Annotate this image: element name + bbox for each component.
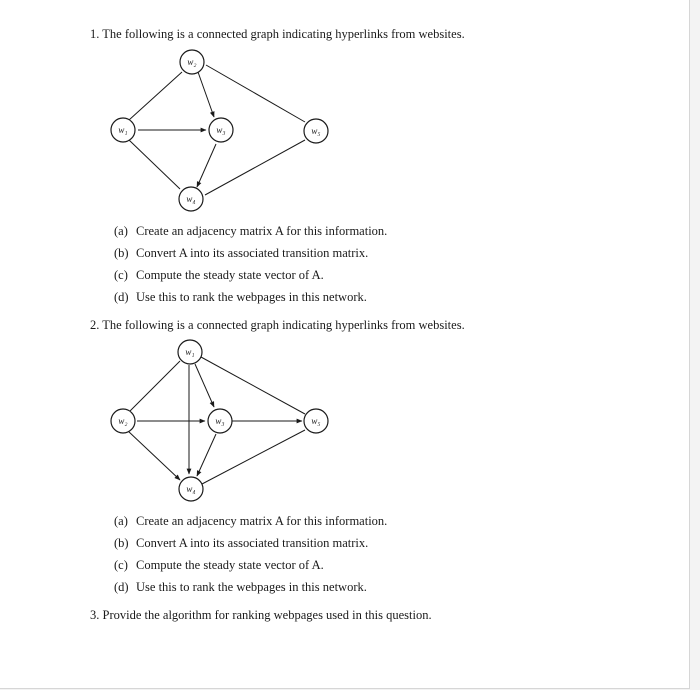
question-1-number: 1. <box>90 27 100 41</box>
graph-2-node-w4 <box>179 477 203 501</box>
edge-w4-w5 <box>202 430 305 484</box>
edge-w1-w3 <box>195 364 214 407</box>
svg-text:w₃: w₃ <box>215 416 225 426</box>
svg-text:w₃: w₃ <box>216 125 226 135</box>
graph-1-node-w2 <box>180 50 204 74</box>
question-3-text: Provide the algorithm for ranking webpages used in this question. <box>102 608 432 622</box>
question-1-part-b: (b) Convert A into its associated transition matrix. <box>114 246 369 260</box>
question-1-part-d: (d) Use this to rank the webpages in this network. <box>114 290 367 304</box>
svg-text:w₁: w₁ <box>118 125 128 135</box>
question-2-part-a: (a) Create an adjacency matrix A for this information. <box>114 514 388 528</box>
edge-w1-w4 <box>129 140 180 189</box>
question-2-part-c: (c) Compute the steady state vector of A. <box>114 558 324 572</box>
question-2-part-d: (d) Use this to rank the webpages in this network. <box>114 580 367 594</box>
question-2-number: 2. <box>90 318 100 332</box>
svg-text:w₄: w₄ <box>186 484 196 494</box>
graph-1 <box>0 0 700 220</box>
svg-text:w₄: w₄ <box>186 194 196 204</box>
graph-1-node-w1 <box>111 118 135 142</box>
question-2-text: The following is a connected graph indicating hyperlinks from websites. <box>102 318 465 332</box>
graph-1-node-w4 <box>179 187 203 211</box>
question-1-part-c: (c) Compute the steady state vector of A. <box>114 268 324 282</box>
edge-w1-w5 <box>201 357 305 414</box>
graph-2-node-w2 <box>111 409 135 433</box>
graph-2-node-w1 <box>178 340 202 364</box>
graph-2 <box>0 330 700 510</box>
graph-1-node-w3 <box>209 118 233 142</box>
edge-w4-w5 <box>205 140 305 195</box>
edge-w2-w3 <box>198 72 214 117</box>
graph-1-node-w5 <box>304 119 328 143</box>
svg-text:w₅: w₅ <box>311 126 321 136</box>
edge-w1-w2 <box>129 72 182 120</box>
graph-2-node-w5 <box>304 409 328 433</box>
edge-w3-w4 <box>197 434 216 476</box>
question-1-part-a: (a) Create an adjacency matrix A for this information. <box>114 224 388 238</box>
svg-text:w₂: w₂ <box>118 416 128 426</box>
svg-text:w₅: w₅ <box>311 416 321 426</box>
edge-w2-w5 <box>206 65 305 122</box>
edge-w1-w2 <box>130 361 180 411</box>
question-3 <box>90 608 432 623</box>
question-3-number: 3. <box>90 608 100 622</box>
edge-w3-w4 <box>197 144 216 187</box>
edge-w2-w4 <box>128 431 180 480</box>
question-2-part-b: (b) Convert A into its associated transition matrix. <box>114 536 369 550</box>
svg-text:w₁: w₁ <box>185 347 195 357</box>
question-1-text: The following is a connected graph indicating hyperlinks from websites. <box>102 27 465 41</box>
svg-text:w₂: w₂ <box>187 57 197 67</box>
graph-2-node-w3 <box>208 409 232 433</box>
